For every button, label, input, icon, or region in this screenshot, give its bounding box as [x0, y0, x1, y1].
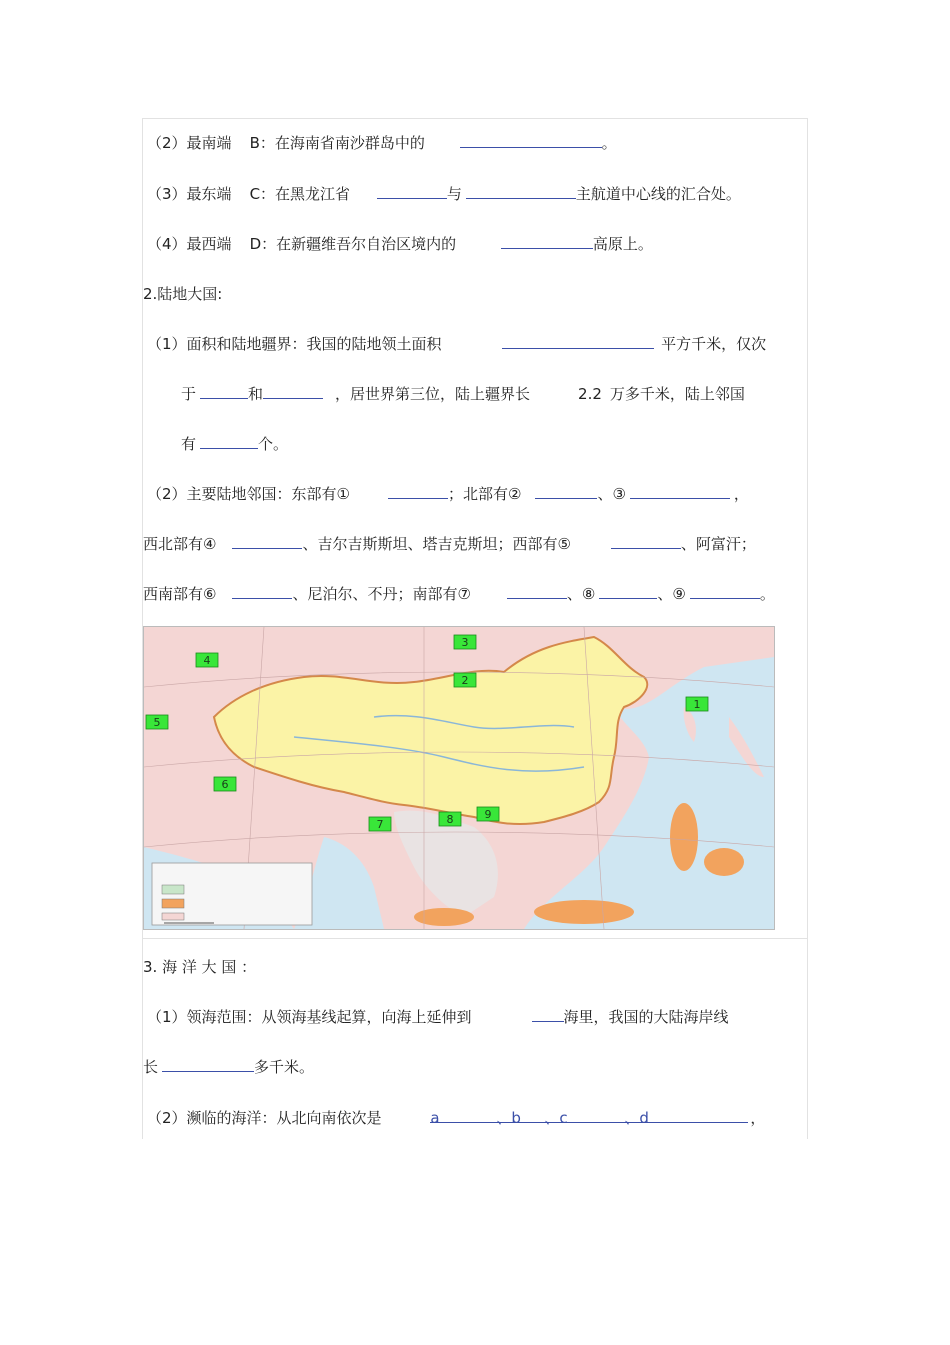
item-number: （4）: [147, 235, 187, 253]
westernmost-line: [147, 234, 653, 254]
answer-blank[interactable]: [263, 384, 323, 399]
adjacent-seas-line: （2）濒临的海洋：从北向南依次是 a 、b 、c 、d ，: [147, 1109, 766, 1127]
answer-blank[interactable]: [535, 484, 597, 499]
map-marker-label-1: 1: [693, 698, 701, 711]
item-end: 高原上。: [592, 235, 653, 253]
item-mid: 与: [446, 185, 462, 203]
answer-blank[interactable]: [502, 334, 654, 349]
answer-blank[interactable]: [162, 1057, 254, 1072]
island-sumatra: [414, 908, 474, 926]
item-name: 最东端: [186, 185, 232, 203]
map-marker-label-9: 9: [484, 808, 492, 821]
item-number: （3）: [147, 185, 187, 203]
map-marker-label-5: 5: [153, 716, 161, 729]
legend-swatch-sea: [162, 899, 184, 908]
answer-blank[interactable]: [388, 484, 448, 499]
neighbors-line-2: 西北部有④ 、吉尔吉斯斯坦、塔吉克斯坦；西部有⑤ 、阿富汗；: [143, 535, 756, 553]
ocean-power-heading: 3. 海 洋 大 国 ：: [143, 958, 257, 976]
territorial-sea-line-1: （1）领海范围：从领海基线起算，向海上延伸到 海里，我国的大陆海岸线: [147, 1008, 729, 1026]
answer-blank[interactable]: [232, 584, 292, 599]
item-letter: B：: [249, 134, 275, 152]
answer-blank[interactable]: [507, 584, 567, 599]
map-marker-label-7: 7: [376, 818, 384, 831]
item-letter: C：: [249, 185, 276, 203]
answer-blank[interactable]: [630, 484, 730, 499]
island-borneo: [534, 900, 634, 924]
map-marker-label-6: 6: [221, 778, 229, 791]
map-marker-label-2: 2: [461, 674, 469, 687]
answer-blank[interactable]: [611, 534, 681, 549]
answer-blank[interactable]: [232, 534, 302, 549]
answer-blank-a[interactable]: a: [430, 1108, 496, 1123]
item-text: 在新疆维吾尔自治区境内的: [276, 235, 457, 253]
answer-blank[interactable]: [377, 184, 447, 199]
legend-swatch-other: [162, 913, 184, 920]
island-philippines: [670, 803, 698, 871]
area-line-2: 于 和 ，居世界第三位，陆上疆界长 2.2 万多千米，陆上邻国: [181, 385, 745, 403]
neighbors-line-3: 西南部有⑥ 、尼泊尔、不丹；南部有⑦ 、⑧ 、⑨ 。: [143, 585, 775, 603]
map-marker-label-3: 3: [461, 636, 469, 649]
map-marker-label-8: 8: [446, 813, 454, 826]
item-text: 在黑龙江省: [275, 185, 351, 203]
southernmost-line: [147, 133, 617, 153]
map-graphic: [144, 627, 774, 929]
item-letter: D：: [249, 235, 277, 253]
territorial-sea-line-2: 长 多千米。: [143, 1058, 315, 1076]
answer-blank[interactable]: [460, 133, 602, 148]
item-text: 在海南省南沙群岛中的: [274, 134, 425, 152]
item-end: 。: [601, 134, 617, 152]
answer-blank[interactable]: [200, 384, 248, 399]
area-line-1: （1）面积和陆地疆界：我国的陆地领土面积 平方千米，仅次: [147, 335, 767, 353]
answer-blank[interactable]: [200, 434, 258, 449]
item-end: 主航道中心线的汇合处。: [575, 185, 741, 203]
answer-blank[interactable]: [599, 584, 657, 599]
easternmost-line: [147, 184, 741, 204]
land-power-heading: 2.陆地大国:: [143, 285, 223, 303]
legend-swatch-land: [162, 885, 184, 894]
answer-blank[interactable]: [501, 234, 593, 249]
answer-blank[interactable]: [466, 184, 576, 199]
section-divider: [142, 938, 807, 939]
answer-blank[interactable]: [690, 584, 760, 599]
island-mindanao: [704, 848, 744, 876]
neighbors-line-1: （2）主要陆地邻国：东部有① ；北部有② 、③ ，: [147, 485, 749, 503]
item-name: 最南端: [186, 134, 232, 152]
china-neighbors-map: [143, 626, 775, 930]
answer-blank-b[interactable]: 、b: [496, 1108, 544, 1123]
answer-blank-d[interactable]: 、d: [624, 1108, 748, 1123]
answer-blank[interactable]: [532, 1007, 564, 1022]
item-number: （2）: [147, 134, 187, 152]
map-marker-label-4: 4: [203, 654, 211, 667]
answer-blank-c[interactable]: 、c: [544, 1108, 624, 1123]
item-name: 最西端: [186, 235, 232, 253]
area-line-3: 有 个。: [181, 435, 289, 453]
